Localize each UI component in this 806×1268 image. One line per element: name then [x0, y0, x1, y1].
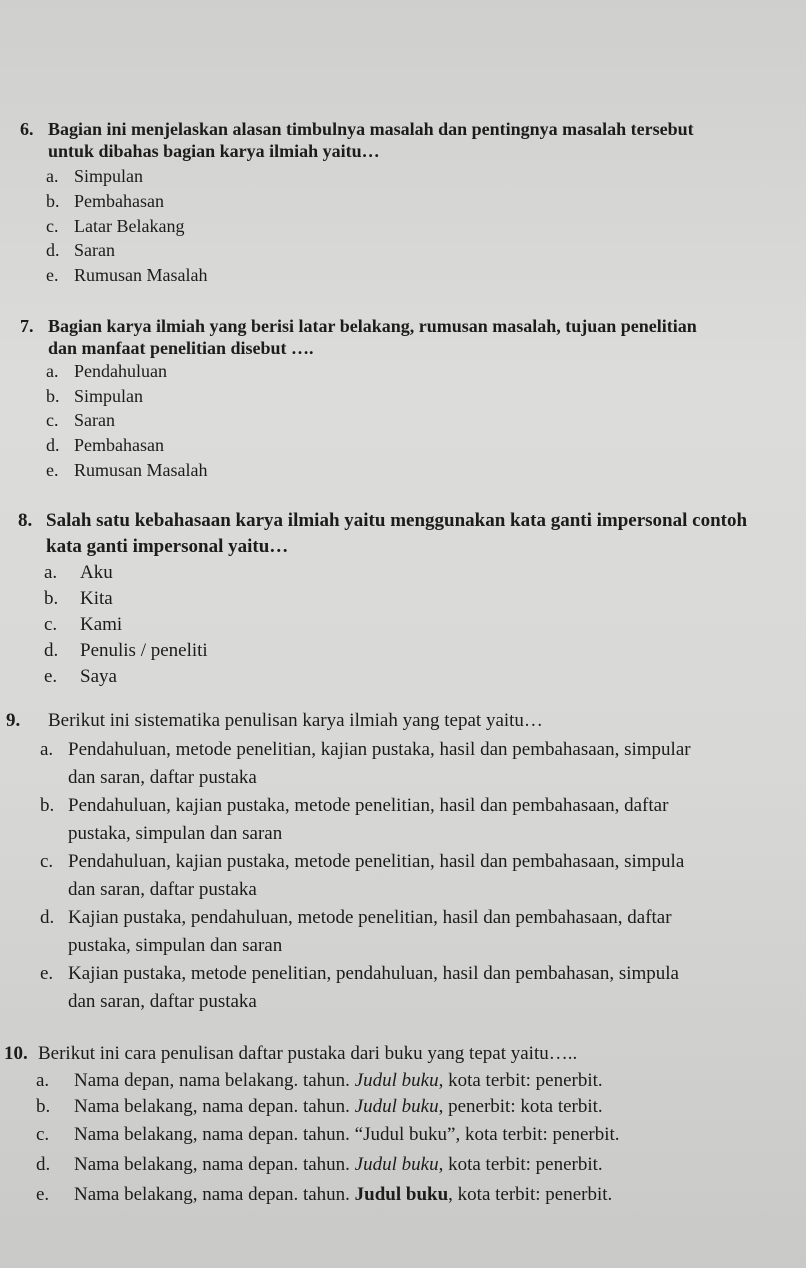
stem-line: untuk dibahas bagian karya ilmiah yaitu… — [48, 141, 380, 161]
question-stem — [4, 1043, 577, 1065]
option-c[interactable]: c. Nama belakang, nama depan. tahun. “Judul buku”, kota terbit: penerbit. — [36, 1124, 620, 1145]
option-b[interactable]: b. Kita — [44, 588, 113, 609]
option-b[interactable]: b. Pembahasan — [46, 191, 164, 211]
question-number: 6. — [20, 119, 34, 139]
option-c[interactable]: c. Saran — [46, 410, 115, 430]
stem-line: dan manfaat penelitian disebut …. — [48, 338, 314, 358]
question-number: 8. — [18, 510, 33, 531]
stem-line: Bagian ini menjelaskan alasan timbulnya masalah dan pentingnya masalah tersebut — [48, 119, 694, 139]
option-c[interactable]: c. Latar Belakang — [46, 216, 185, 236]
question-number: 9. — [6, 710, 21, 731]
stem-line: Berikut ini cara penulisan daftar pustaka dari buku yang tepat yaitu….. — [38, 1043, 578, 1064]
option-b[interactable]: b. Nama belakang, nama depan. tahun. Judul buku, penerbit: kota terbit. — [36, 1096, 603, 1117]
stem-line: Bagian karya ilmiah yang berisi latar belakang, rumusan masalah, tujuan penelitian — [48, 316, 697, 336]
question-stem — [20, 118, 694, 140]
option-e[interactable]: e. Kajian pustaka, metode penelitian, pendahuluan, hasil dan pembahasan, simpula dan saran, daftar pustaka — [40, 963, 679, 1012]
option-d[interactable]: d. Kajian pustaka, pendahuluan, metode penelitian, hasil dan pembahasaan, daftar pustaka, simpulan dan saran — [40, 907, 672, 956]
option-d[interactable]: d. Nama belakang, nama depan. tahun. Judul buku, kota terbit: penerbit. — [36, 1154, 603, 1175]
option-d[interactable]: d. Pembahasan — [46, 435, 164, 455]
option-c[interactable]: c. Pendahuluan, kajian pustaka, metode penelitian, hasil dan pembahasaan, simpula dan saran, daftar pustaka — [40, 851, 685, 900]
option-d[interactable]: d. Saran — [46, 240, 115, 260]
question-8 — [18, 510, 747, 558]
option-d[interactable]: d. Penulis / peneliti — [44, 640, 208, 661]
option-e[interactable]: e. Saya — [44, 666, 117, 687]
question-7 — [20, 315, 697, 359]
question-stem — [18, 536, 747, 558]
question-stem — [6, 710, 543, 732]
option-e[interactable]: e. Rumusan Masalah — [46, 460, 208, 480]
option-e[interactable]: e. Rumusan Masalah — [46, 265, 208, 285]
question-6 — [20, 118, 694, 162]
question-10 — [4, 1043, 577, 1065]
option-a[interactable]: a. Pendahuluan — [46, 361, 167, 381]
question-number: 10. — [4, 1043, 28, 1064]
stem-line: kata ganti impersonal yaitu… — [46, 536, 289, 557]
option-b[interactable]: b. Simpulan — [46, 386, 144, 406]
stem-line: Berikut ini sistematika penulisan karya ilmiah yang tepat yaitu… — [48, 710, 543, 731]
question-stem — [20, 140, 694, 162]
question-stem — [18, 510, 747, 532]
question-number: 7. — [20, 316, 34, 336]
stem-line: Salah satu kebahasaan karya ilmiah yaitu menggunakan kata ganti impersonal contoh — [46, 510, 748, 531]
option-e[interactable]: e. Nama belakang, nama depan. tahun. Judul buku, kota terbit: penerbit. — [36, 1184, 613, 1205]
question-9 — [6, 710, 543, 732]
option-c[interactable]: c. Kami — [44, 614, 123, 635]
option-b[interactable]: b. Pendahuluan, kajian pustaka, metode penelitian, hasil dan pembahasaan, daftar pustaka, simpulan dan saran — [40, 795, 669, 844]
question-stem — [20, 337, 697, 359]
option-a[interactable]: a. Aku — [44, 562, 113, 583]
option-a[interactable]: a. Simpulan — [46, 166, 144, 186]
option-a[interactable]: a. Pendahuluan, metode penelitian, kajian pustaka, hasil dan pembahasaan, simpular dan saran, daftar pustaka — [40, 739, 691, 788]
option-a[interactable]: a. Nama depan, nama belakang. tahun. Judul buku, kota terbit: penerbit. — [36, 1070, 603, 1091]
question-stem — [20, 315, 697, 337]
